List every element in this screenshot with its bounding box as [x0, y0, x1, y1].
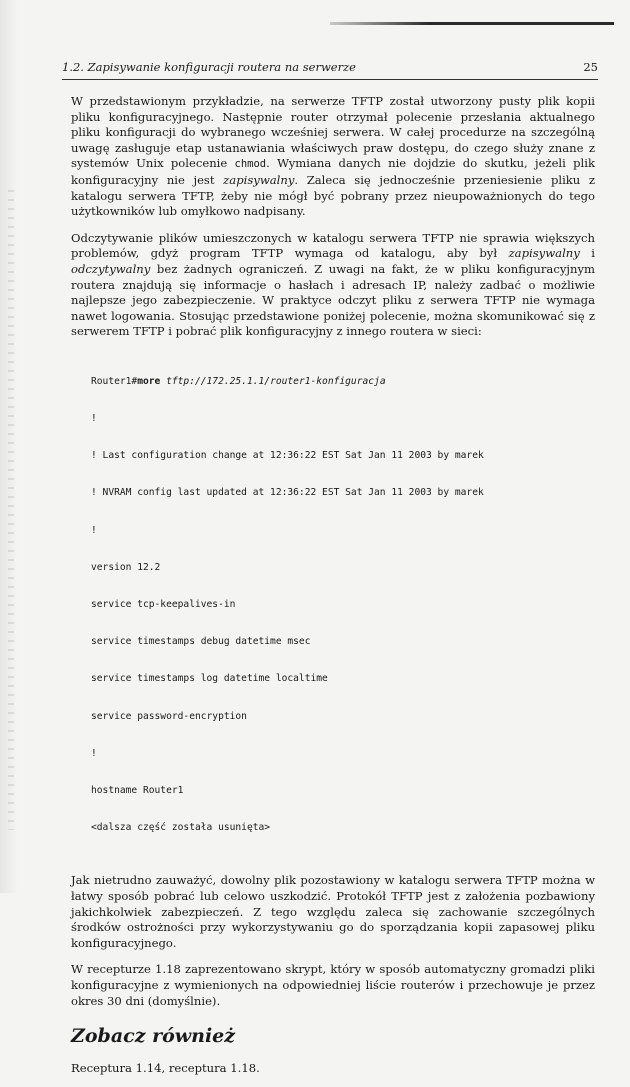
page-number: 25 [583, 60, 598, 74]
code-line: ! Last configuration change at 12:36:22 EST Sat Jan 11 2003 by marek [91, 450, 484, 462]
emphasis-writable: zapisywalny [223, 172, 295, 187]
page-content [71, 94, 595, 1087]
paragraph-2-text-a: Odczytywanie plików umieszczonych w katalogu serwera TFTP nie sprawia większych problemów, gdyż program TFTP wymaga od katalogu, aby był [71, 230, 595, 261]
code-line: ! NVRAM config last updated at 12:36:22 EST Sat Jan 11 2003 by marek [91, 487, 484, 499]
code-line: hostname Router1 [91, 784, 184, 796]
top-rule [330, 22, 614, 25]
running-header [62, 57, 598, 80]
scan-specks [8, 190, 14, 830]
code-line: ! [91, 747, 97, 759]
code-line: version 12.2 [91, 561, 161, 573]
paragraph-2-text-c: bez żadnych ograniczeń. Z uwagi na fakt, że w pliku konfiguracyjnym routera znajdują się informacje o hasłach i adresach IP, należy zadbać o możliwie najlepsze jego zabezpieczenie. W praktyce odczyt pliku z serwera TFTP nie wymaga nawet logowania. Stosując przedstawione poniżej polecenie, można skomunikować się z serwerem TFTP i pobrać plik konfiguracyjny z innego routera w sieci: [71, 261, 595, 339]
code-line: service password-encryption [91, 710, 247, 722]
paragraph-2 [71, 231, 595, 340]
code-command: more [137, 375, 161, 387]
paragraph-3: Jak nietrudno zauważyć, dowolny plik pozostawiony w katalogu serwera TFTP można w łatwy sposób pobrać lub celowo uszkodzić. Protokół TFTP jest z założenia pozbawiony jakichkolwiek zabezpieczeń. Z tego względu zaleca się zachowanie szczególnych środków ostrożności przy wykorzystywaniu go do sporządzania kopii zapasowej pliku konfiguracyjnego. [71, 873, 595, 950]
paragraph-1-text-a: W przedstawionym przykładzie, na serwerze TFTP został utworzony pusty plik kopii pliku konfiguracyjnego. Następnie router otrzymał polecenie przesłania aktualnego pliku konfiguracji do wybranego wcześniej serwera. W całej procedurze na szczególną uwagę zasługuje etap ustanawiania właściwych praw dostępu, do czego służy znane z systemów Unix polecenie [71, 94, 595, 171]
code-line: <dalsza część została usunięta> [91, 822, 271, 834]
header-title: 1.2. Zapisywanie konfiguracji routera na serwerze [62, 60, 356, 74]
code-command-line [91, 376, 595, 388]
paragraph-1 [71, 94, 595, 220]
section-heading: Zobacz również [71, 1025, 236, 1048]
code-line: ! [91, 524, 97, 536]
chmod-command: chmod [234, 158, 267, 171]
emphasis-writable-2: zapisywalny [508, 246, 580, 261]
paragraph-4: W recepturze 1.18 zaprezentowano skrypt, który w sposób automatyczny gromadzi pliki konfiguracyjne z wymienionych na odpowiedniej liście routerów i przechowuje je przez okres 30 dni (domyślnie). [71, 962, 595, 1008]
code-argument: tftp://172.25.1.1/router1-konfiguracja [160, 375, 386, 387]
code-line: service timestamps debug datetime msec [91, 636, 311, 648]
paragraph-2-text-b: i [579, 246, 595, 261]
section-text: Receptura 1.14, receptura 1.18. [71, 1060, 260, 1075]
code-line: service tcp-keepalives-in [91, 598, 236, 610]
code-line: ! [91, 412, 97, 424]
code-listing [71, 351, 595, 859]
emphasis-readable: odczytywalny [71, 261, 151, 276]
code-line: service timestamps log datetime localtime [91, 673, 328, 685]
paragraph-1-text-c: . Zaleca się jednocześnie przeniesienie pliku z katalogu serwera TFTP, żeby nie mógł być pobrany przez nieupoważnionych do tego użytkowników lub omyłkowo nadpisany. [71, 172, 595, 219]
code-prompt: Router1# [91, 375, 138, 387]
paragraph-1-text-b: . Wymiana danych nie dojdzie do skutku, jeżeli plik konfiguracyjny nie jest [71, 156, 595, 187]
